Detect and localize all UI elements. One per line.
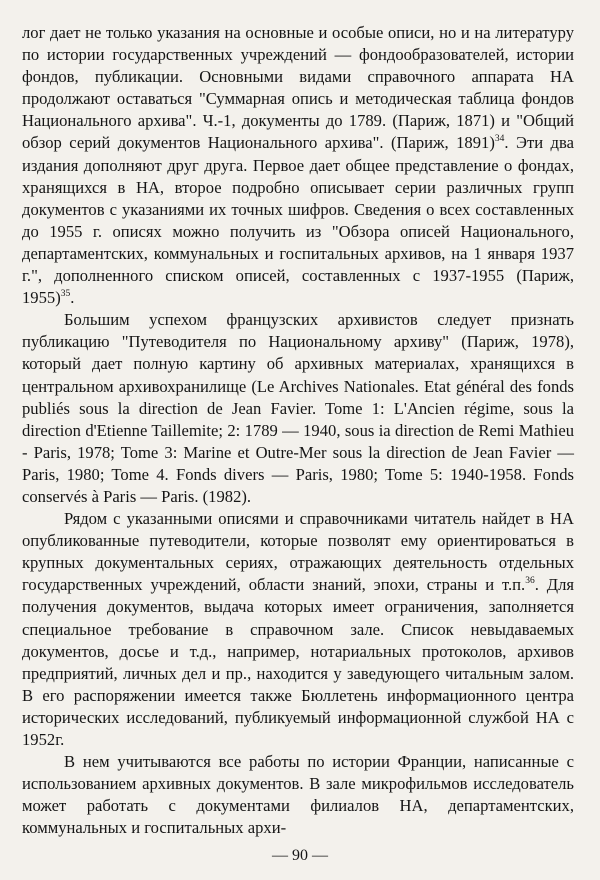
- paragraph: [22, 508, 574, 751]
- paragraph-text: . Для получения документов, выдача которых имеет ограничения, заполняется специальное требование в справочном зале. Список невыдаваемых документов, досье и т.д., например, нотариальных протоколов, архивов предприятий, личных дел и пр., находится у заведующего читальным залом. В его распоряжении имеется также Бюллетень информационного центра исторических исследований, публикуемый информационной службой НА с 1952г.: [22, 575, 575, 749]
- page-number: — 90 —: [272, 847, 328, 864]
- footnote-marker: 34: [494, 133, 505, 144]
- paragraph: [22, 22, 574, 309]
- paragraph-text: лог дает не только указания на основные и особые описи, но и на литературу по истории государственных учреждений — фондообразователей, истории фондов, публикации. Основными видами справочного аппарата НА продолжают оставаться "Суммарная опись и методическая таблица фондов Национального архива". Ч.-1, документы до 1789. (Париж, 1871) и "Общий обзор серий документов Национального архива". (Париж, 1891): [22, 23, 574, 153]
- paragraph: [22, 751, 574, 839]
- text-body: [22, 22, 574, 839]
- paragraph-text: Большим успехом французских архивистов следует признать публикацию "Путеводителя по Национальному архиву" (Париж, 1978), который дает полную картину об архивных материалах, хранящихся в центральном архивохранилище (Le Archives Nationales. Etat général des fonds publiés sous la direction de Jean Favier. Tome 1: L'Ancien régime, sous la direction d'Etienne Taillemite; 2: 1789 — 1940, sous ia direction de Remi Mathieu - Paris, 1978; Tome 3: Marine et Outre-Mer sous la direction de Jean Favier — Paris, 1980; Tome 4. Fonds divers — Paris, 1980; Tome 5: 1940-1958. Fonds conservés à Paris — Paris. (1982).: [22, 310, 574, 506]
- footnote-marker: 35: [60, 288, 71, 299]
- footnote-marker: 36: [525, 575, 535, 586]
- paragraph-text: В нем учитываются все работы по истории Франции, написанные с использованием архивных документов. В зале микрофильмов исследователь может работать с документами филиалов НА, департаментских, коммунальных и госпитальных архи-: [22, 752, 574, 838]
- paragraph-text: . Эти два издания дополняют друг друга. Первое дает общее представление о фондах, хранящихся в НА, второе подробно описывает серии различных групп документов с указаниями их точных шифров. Сведения о всех составленных до 1955 г. описях можно получить из "Обзора описей Национального, департаментских, коммунальных и госпитальных архивов, на 1 января 1937 г.", дополненного списком описей, составленных с 1937-1955 (Париж, 1955): [22, 133, 574, 308]
- paragraph: [22, 309, 574, 508]
- paragraph-text: Рядом с указанными описями и справочниками читатель найдет в НА опубликованные путеводители, которые позволят ему ориентироваться в крупных документальных сериях, отражающих деятельность отдельных государственных учреждений, области знаний, эпохи, страны и т.п.: [22, 509, 574, 595]
- paragraph-text: .: [70, 288, 75, 308]
